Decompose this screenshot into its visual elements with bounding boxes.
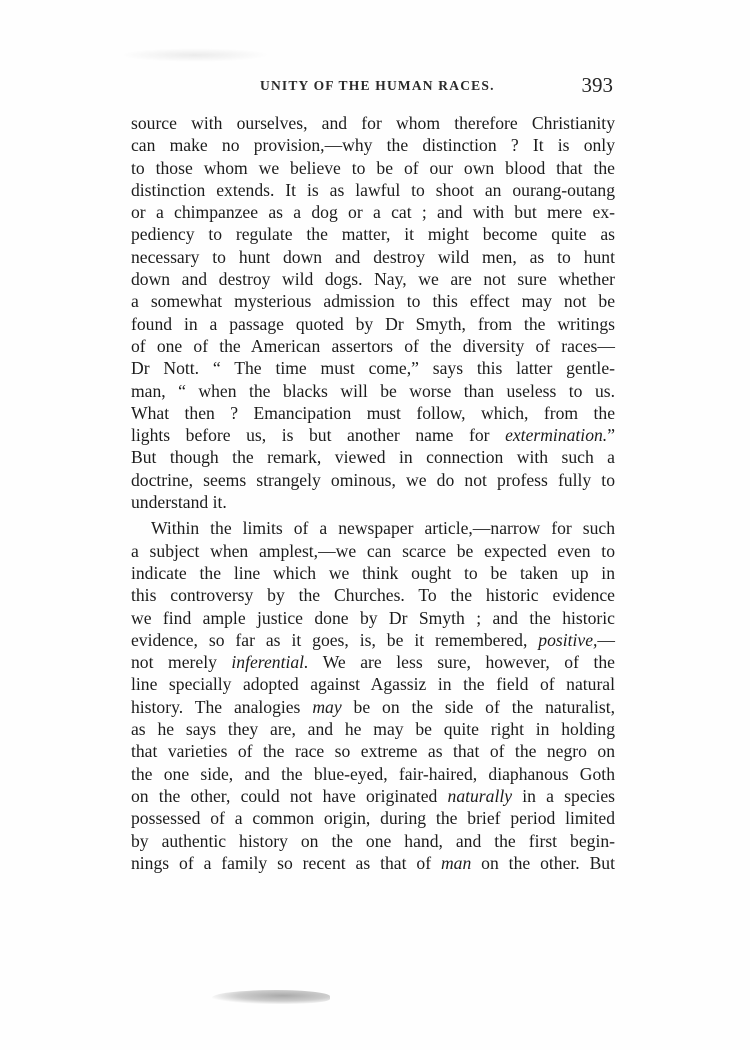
text-line bbox=[131, 740, 615, 762]
text-run: ” bbox=[607, 425, 615, 446]
text-line bbox=[131, 268, 615, 290]
text-run: nings of a family so recent as that of bbox=[131, 852, 441, 873]
text-line bbox=[131, 852, 615, 874]
text-line bbox=[131, 246, 615, 268]
text-run: line specially adopted against Agassiz in the field of natural bbox=[131, 674, 615, 695]
text-run: not merely bbox=[131, 652, 232, 673]
text-run: the one side, and the blue-eyed, fair-haired, diaphanous Goth bbox=[131, 763, 615, 784]
text-run: on the other. But bbox=[471, 852, 615, 873]
italic-text: naturally bbox=[447, 785, 513, 806]
text-run: pediency to regulate the matter, it might become quite as bbox=[131, 224, 615, 245]
paper-stain bbox=[120, 48, 270, 62]
text-line bbox=[131, 380, 615, 402]
text-run: a subject when amplest,—we can scarce be expected even to bbox=[131, 540, 615, 561]
text-run: can make no provision,—why the distinction ? It is only bbox=[131, 135, 615, 156]
text-run: We are less sure, however, of the bbox=[308, 652, 615, 673]
text-run: by authentic history on the one hand, and the first begin- bbox=[131, 830, 615, 851]
text-run: understand it. bbox=[131, 492, 227, 513]
text-run: Dr Nott. “ The time must come,” says this latter gentle- bbox=[131, 358, 615, 379]
text-run: Within the limits of a newspaper article,—narrow for such bbox=[151, 518, 615, 539]
text-run: evidence, so far as it goes, is, be it remembered, bbox=[131, 629, 539, 650]
text-run: a somewhat mysterious admission to this effect may not be bbox=[131, 291, 615, 312]
text-run: But though the remark, viewed in connection with such a bbox=[131, 447, 615, 468]
text-line bbox=[131, 696, 615, 718]
text-run: down and destroy wild dogs. Nay, we are not sure whether bbox=[131, 269, 615, 290]
text-line bbox=[131, 157, 615, 179]
text-line bbox=[131, 179, 615, 201]
text-line bbox=[131, 313, 615, 335]
text-line bbox=[131, 718, 615, 740]
text-line bbox=[131, 201, 615, 223]
text-run: source with ourselves, and for whom therefore Christianity bbox=[131, 113, 615, 133]
text-run: in a species bbox=[512, 785, 615, 806]
text-line bbox=[131, 335, 615, 357]
text-run: of one of the American assertors of the diversity of races— bbox=[131, 335, 615, 356]
text-line bbox=[131, 607, 615, 629]
text-run: as he says they are, and he may be quite right in holding bbox=[131, 719, 615, 740]
text-line bbox=[131, 562, 615, 584]
italic-text: inferential. bbox=[231, 652, 309, 673]
text-run: to those whom we believe to be of our own blood that the bbox=[131, 157, 615, 178]
text-line bbox=[131, 763, 615, 785]
text-line bbox=[131, 134, 615, 156]
text-line bbox=[131, 651, 615, 673]
text-line bbox=[131, 491, 615, 513]
text-run: indicate the line which we think ought to be taken up in bbox=[131, 562, 615, 583]
italic-text: positive, bbox=[538, 629, 598, 650]
text-line bbox=[131, 112, 615, 134]
text-line bbox=[131, 517, 615, 539]
text-run: What then ? Emancipation must follow, which, from the bbox=[131, 402, 615, 423]
text-run: that varieties of the race so extreme as that of the negro on bbox=[131, 741, 615, 762]
text-line bbox=[131, 290, 615, 312]
paragraph bbox=[131, 112, 615, 513]
text-line bbox=[131, 673, 615, 695]
ink-smudge bbox=[212, 990, 330, 1004]
text-run: distinction extends. It is as lawful to shoot an ourang-outang bbox=[131, 179, 615, 200]
italic-text: extermination. bbox=[505, 425, 608, 446]
text-run: found in a passage quoted by Dr Smyth, from the writings bbox=[131, 313, 615, 334]
text-line bbox=[131, 223, 615, 245]
text-line bbox=[131, 446, 615, 468]
text-run: this controversy by the Churches. To the historic evidence bbox=[131, 585, 615, 606]
text-run: — bbox=[597, 629, 615, 650]
text-run: be on the side of the naturalist, bbox=[341, 696, 615, 717]
text-line bbox=[131, 629, 615, 651]
running-head: UNITY OF THE HUMAN RACES. bbox=[260, 78, 495, 93]
text-line bbox=[131, 424, 615, 446]
text-line bbox=[131, 807, 615, 829]
text-line bbox=[131, 402, 615, 424]
text-run: possessed of a common origin, during the brief period limited bbox=[131, 808, 615, 829]
paragraph bbox=[131, 517, 615, 874]
text-line bbox=[131, 469, 615, 491]
page-number: 393 bbox=[581, 73, 613, 97]
text-run: lights before us, is but another name for bbox=[131, 425, 506, 446]
body-text bbox=[131, 112, 615, 874]
text-line bbox=[131, 584, 615, 606]
text-line bbox=[131, 357, 615, 379]
italic-text: may bbox=[312, 696, 342, 717]
text-line bbox=[131, 785, 615, 807]
page-header bbox=[130, 73, 615, 102]
text-line bbox=[131, 540, 615, 562]
text-run: or a chimpanzee as a dog or a cat ; and with but mere ex- bbox=[131, 202, 615, 223]
italic-text: man bbox=[440, 852, 472, 873]
text-run: we find ample justice done by Dr Smyth ; and the historic bbox=[131, 607, 615, 628]
text-run: man, “ when the blacks will be worse than useless to us. bbox=[131, 380, 615, 401]
text-run: on the other, could not have originated bbox=[131, 785, 448, 806]
text-line bbox=[131, 830, 615, 852]
text-run: doctrine, seems strangely ominous, we do not profess fully to bbox=[131, 469, 615, 490]
text-run: necessary to hunt down and destroy wild men, as to hunt bbox=[131, 246, 615, 267]
text-run: history. The analogies bbox=[131, 696, 313, 717]
